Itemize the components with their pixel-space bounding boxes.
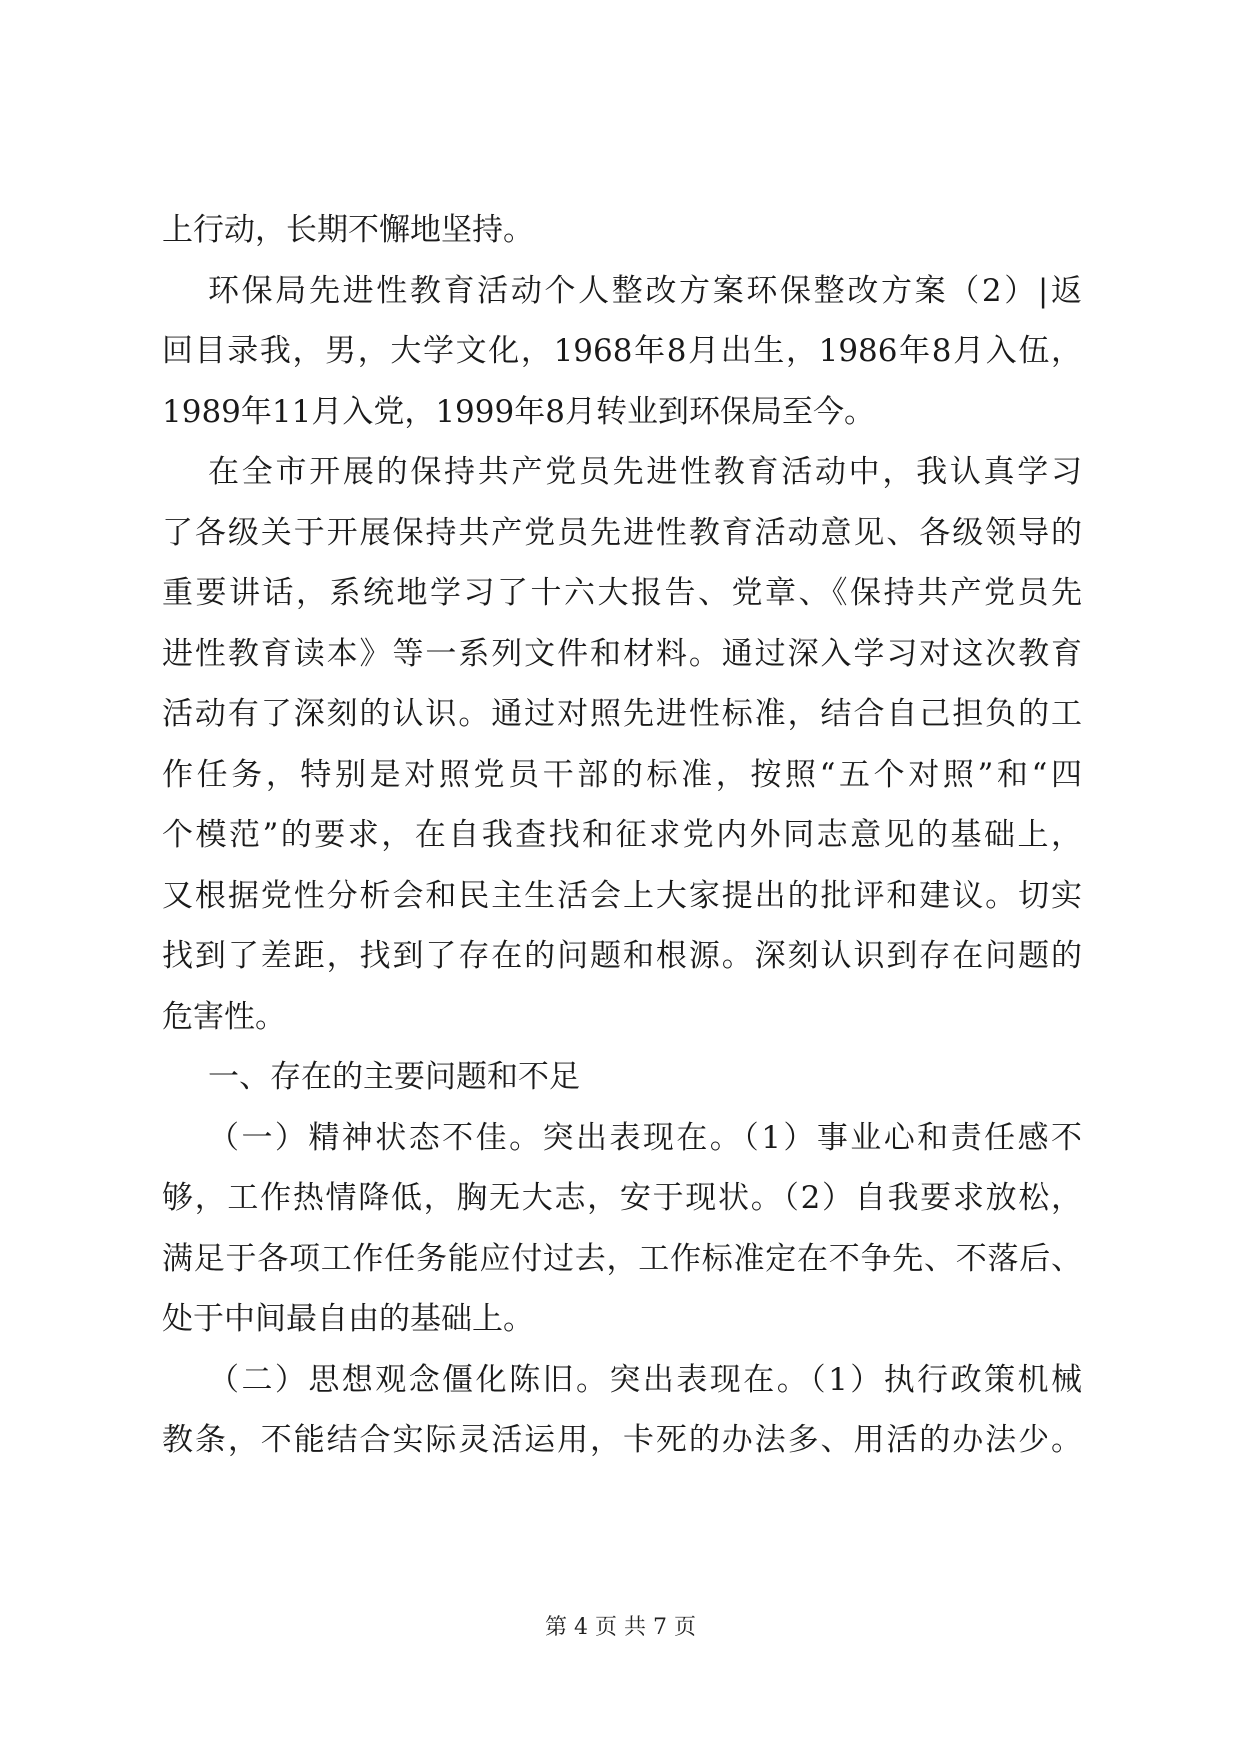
text-line: 一、存在的主要问题和不足 — [208, 1059, 580, 1095]
text-line: 上行动，长期不懈地坚持。 — [162, 212, 534, 248]
text-line: 又根据党性分析会和民主生活会上大家提出的批评和建议。切实 — [162, 877, 1082, 914]
text-line: 环保局先进性教育活动个人整改方案环保整改方案（2）|返 — [208, 272, 1082, 309]
text-line: 危害性。 — [162, 998, 286, 1035]
text-line: 找到了差距，找到了存在的问题和根源。深刻认识到存在问题的 — [162, 938, 1082, 974]
text-line: 作任务，特别是对照党员干部的标准，按照“五个对照”和“四 — [162, 756, 1082, 793]
text-line: 进性教育读本》等一系列文件和材料。通过深入学习对这次教育 — [162, 635, 1082, 672]
text-line: 重要讲话，系统地学习了十六大报告、党章、《保持共产党员先 — [162, 575, 1082, 611]
text-line: 在全市开展的保持共产党员先进性教育活动中，我认真学习 — [208, 454, 1082, 490]
text-line: 满足于各项工作任务能应付过去，工作标准定在不争先、不落后、 — [162, 1240, 1082, 1277]
text-line: （一）精神状态不佳。突出表现在。（1）事业心和责任感不 — [208, 1119, 1082, 1156]
text-line: 了各级关于开展保持共产党员先进性教育活动意见、各级领导的 — [162, 514, 1082, 551]
text-line: 教条，不能结合实际灵活运用，卡死的办法多、用活的办法少。 — [162, 1422, 1082, 1458]
text-line: 处于中间最自由的基础上。 — [162, 1301, 534, 1337]
body-text — [162, 200, 1082, 1471]
text-line: 回目录我，男，大学文化，1968年8月出生，1986年8月入伍， — [162, 333, 1082, 369]
page-footer: 第 4 页 共 7 页 — [545, 1615, 696, 1640]
text-line: 活动有了深刻的认识。通过对照先进性标准，结合自己担负的工 — [162, 696, 1082, 732]
text-line: 够，工作热情降低，胸无大志，安于现状。（2）自我要求放松， — [162, 1180, 1082, 1216]
text-line: 1989年11月入党，1999年8月转业到环保局至今。 — [162, 393, 875, 430]
text-line: 个模范”的要求，在自我查找和征求党内外同志意见的基础上， — [162, 817, 1082, 853]
text-line: （二）思想观念僵化陈旧。突出表现在。（1）执行政策机械 — [208, 1361, 1082, 1398]
